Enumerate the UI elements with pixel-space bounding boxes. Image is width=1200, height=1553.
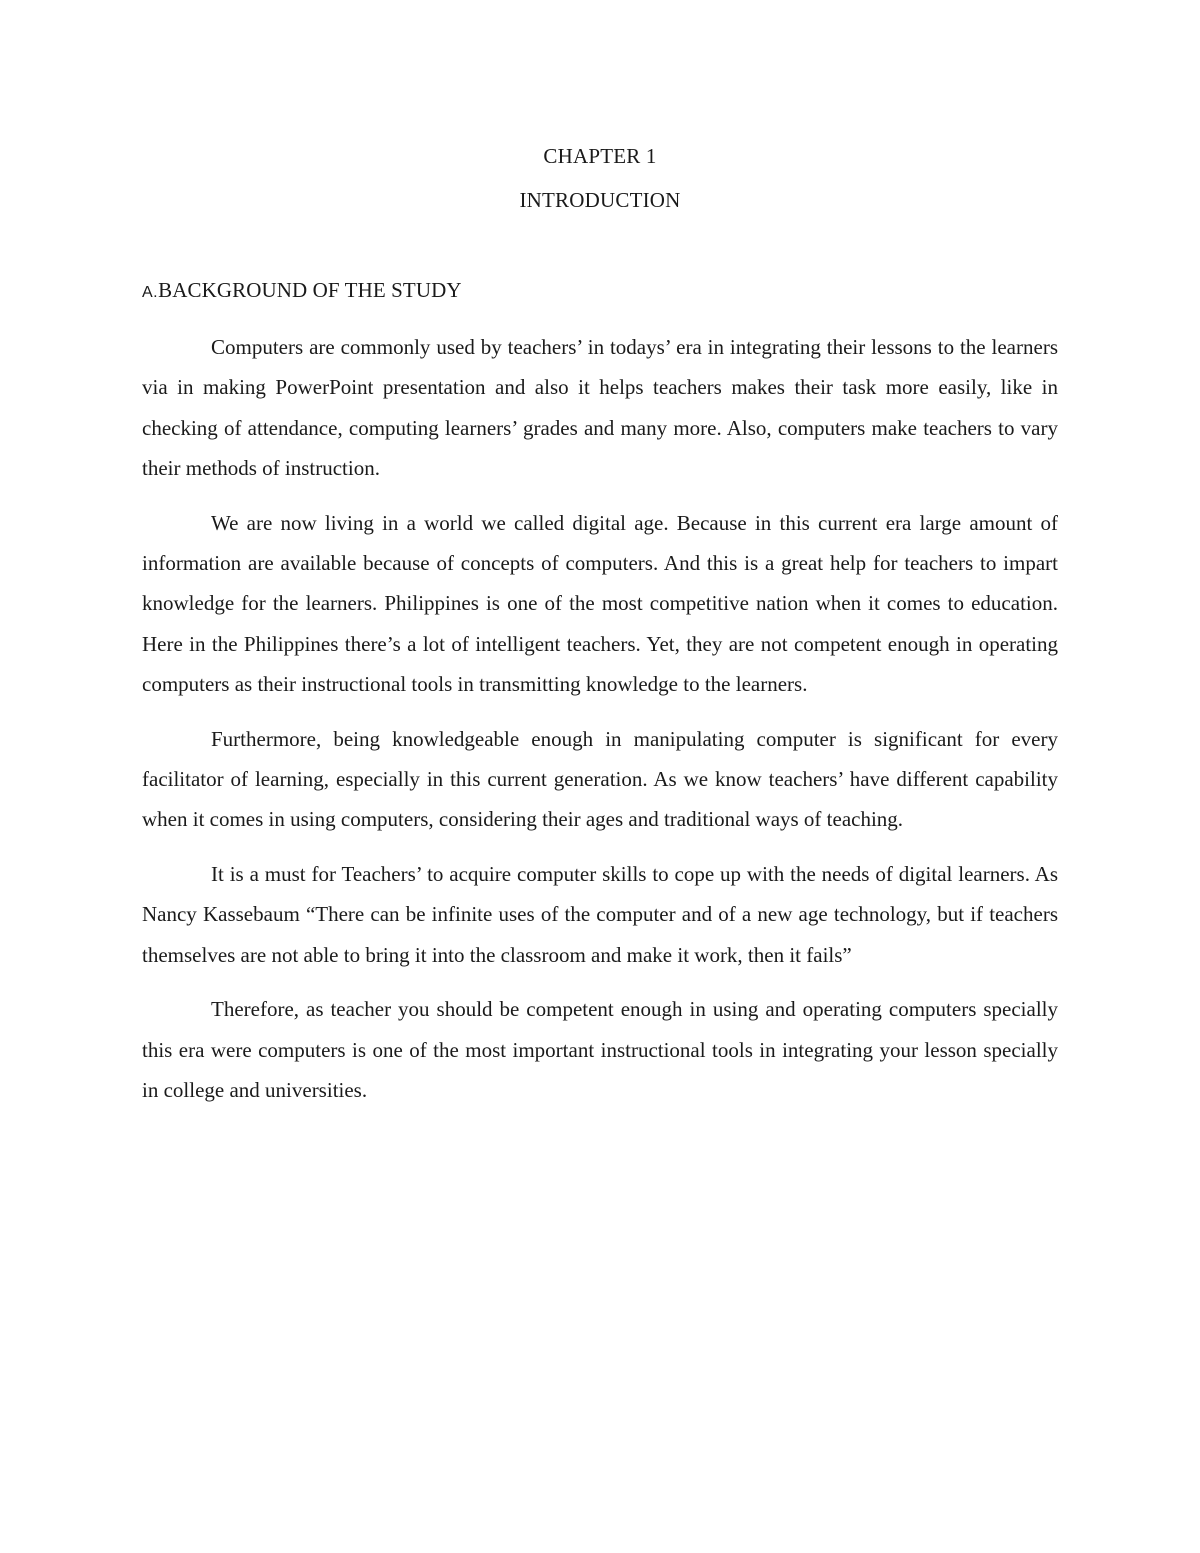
section-letter: A. bbox=[142, 284, 159, 301]
section-title: BACKGROUND OF THE STUDY bbox=[158, 278, 462, 302]
paragraph: We are now living in a world we called digital age. Because in this current era large amount of information are available because of concepts of computers. And this is a great help for teachers to impart knowledge for the learners. Philippines is one of the most competitive nation when it comes to education. Here in the Philippines there’s a lot of intelligent teachers. Yet, they are not competent enough in operating computers as their instructional tools in transmitting knowledge to the learners. bbox=[142, 510, 1058, 697]
chapter-label: CHAPTER 1 bbox=[543, 144, 657, 168]
chapter-title: INTRODUCTION bbox=[519, 188, 681, 212]
paragraph: Computers are commonly used by teachers’ in todays’ era in integrating their lessons to the learners via in making PowerPoint presentation and also it helps teachers makes their task more easily, like in checking of attendance, computing learners’ grades and many more. Also, computers make teachers to vary their methods of instruction. bbox=[142, 335, 1058, 481]
paragraph: Therefore, as teacher you should be competent enough in using and operating computers specially this era were computers is one of the most important instructional tools in integrating your lesson specially in college and universities. bbox=[142, 997, 1058, 1102]
body-text bbox=[142, 327, 1058, 1124]
paragraph: Furthermore, being knowledgeable enough in manipulating computer is significant for every facilitator of learning, especially in this current generation. As we know teachers’ have different capability when it comes in using computers, considering their ages and traditional ways of teaching. bbox=[142, 726, 1058, 832]
section-heading bbox=[142, 276, 462, 307]
paragraph: It is a must for Teachers’ to acquire computer skills to cope up with the needs of digital learners. As Nancy Kassebaum “There can be infinite uses of the computer and of a new age technology, but if teachers themselves are not able to bring it into the classroom and make it work, then it fails” bbox=[142, 861, 1058, 967]
